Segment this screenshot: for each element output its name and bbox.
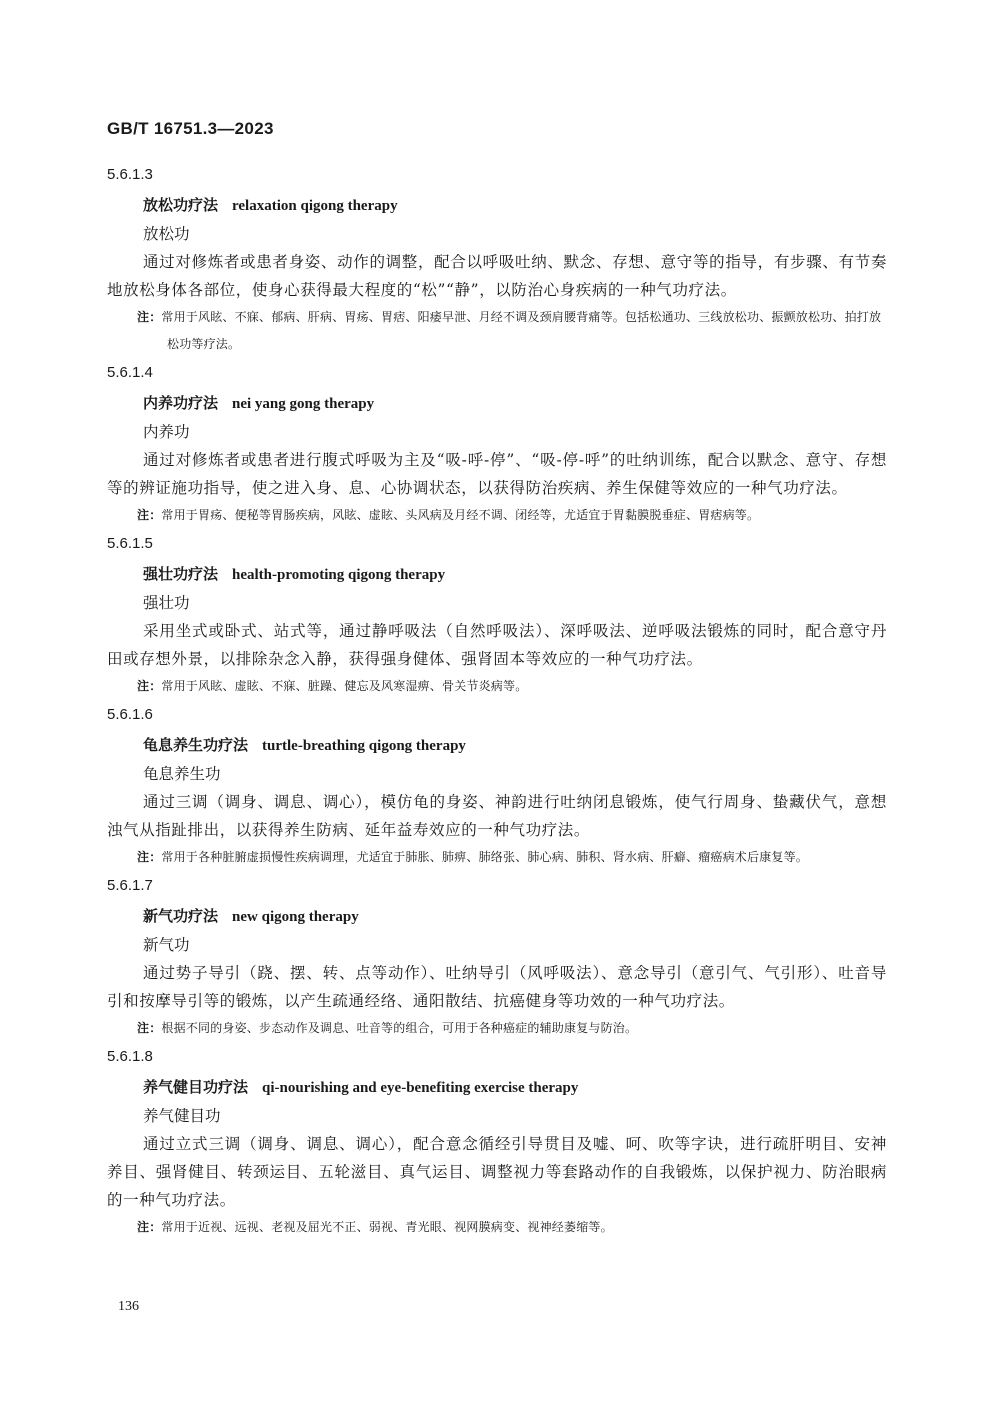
term-zh: 内养功疗法 bbox=[143, 394, 219, 412]
note-label: 注： bbox=[137, 1021, 162, 1035]
term-definition: 通过立式三调（调身、调息、调心），配合意念循经引导贯目及嘘、呵、吹等字诀，进行疏肝明目、安神养目、强肾健目、转颈运目、五轮滋目、真气运目、调整视力等套路动作的自我锻炼，以保护视力、防治眼病的一种气功疗法。 bbox=[107, 1135, 887, 1209]
term-entry bbox=[107, 358, 887, 529]
term-heading bbox=[143, 388, 887, 418]
term-heading bbox=[143, 901, 887, 931]
term-definition: 通过势子导引（跷、摆、转、点等动作）、吐纳导引（风呼吸法）、意念导引（意引气、气引形）、吐音导引和按摩导引等的锻炼，以产生疏通经络、通阳散结、抗癌健身等功效的一种气功疗法。 bbox=[107, 964, 887, 1010]
term-definition: 采用坐式或卧式、站式等，通过静呼吸法（自然呼吸法）、深呼吸法、逆呼吸法锻炼的同时，配合意守丹田或存想外景，以排除杂念入静，获得强身健体、强肾固本等效应的一种气功疗法。 bbox=[107, 622, 887, 668]
note-label: 注： bbox=[137, 679, 162, 693]
clause-number: 5.6.1.8 bbox=[107, 1048, 153, 1065]
term-heading bbox=[143, 1072, 887, 1102]
note-text: 常用于风眩、不寐、郁病、肝病、胃疡、胃痞、阳痿早泄、月经不调及颈肩腰背痛等。包括松通功、三线放松功、振颤放松功、拍打放松功等疗法。 bbox=[161, 310, 882, 351]
term-synonym: 放松功 bbox=[143, 225, 190, 243]
term-definition: 通过对修炼者或患者进行腹式呼吸为主及“吸-呼-停”、“吸-停-呼”的吐纳训练，配合以默念、意守、存想等的辨证施功指导，使之进入身、息、心协调状态，以获得防治疾病、养生保健等效应的一种气功疗法。 bbox=[107, 451, 887, 497]
clause-number: 5.6.1.7 bbox=[107, 877, 153, 894]
note-text: 常用于风眩、虚眩、不寐、脏躁、健忘及风寒湿痹、骨关节炎病等。 bbox=[161, 679, 528, 693]
note-text: 常用于各种脏腑虚损慢性疾病调理，尤适宜于肺胀、肺痹、肺络张、肺心病、肺积、肾水病、肝癖、瘤癌病术后康复等。 bbox=[161, 850, 809, 864]
term-en: turtle-breathing qigong therapy bbox=[262, 738, 466, 754]
clause-number: 5.6.1.3 bbox=[107, 166, 153, 183]
note-label: 注： bbox=[137, 850, 162, 864]
clause-number: 5.6.1.4 bbox=[107, 364, 153, 381]
term-note bbox=[137, 844, 887, 871]
term-entry bbox=[107, 160, 887, 358]
note-label: 注： bbox=[137, 310, 162, 324]
term-zh: 养气健目功疗法 bbox=[143, 1078, 249, 1096]
note-text: 常用于近视、远视、老视及屈光不正、弱视、青光眼、视网膜病变、视神经萎缩等。 bbox=[161, 1220, 613, 1234]
term-note bbox=[137, 304, 887, 358]
term-en: new qigong therapy bbox=[232, 909, 359, 925]
term-entry bbox=[107, 871, 887, 1042]
term-synonym: 龟息养生功 bbox=[143, 765, 221, 783]
term-note bbox=[137, 673, 887, 700]
term-entry bbox=[107, 700, 887, 871]
clause-number: 5.6.1.6 bbox=[107, 706, 153, 723]
note-label: 注： bbox=[137, 1220, 162, 1234]
term-entry bbox=[107, 1042, 887, 1241]
term-heading bbox=[143, 730, 887, 760]
term-heading bbox=[143, 190, 887, 220]
term-heading bbox=[143, 559, 887, 589]
term-note bbox=[137, 1214, 887, 1241]
term-definition: 通过三调（调身、调息、调心），模仿龟的身姿、神韵进行吐纳闭息锻炼，使气行周身、蛰藏伏气，意想浊气从指趾排出，以获得养生防病、延年益寿效应的一种气功疗法。 bbox=[107, 793, 887, 839]
term-note bbox=[137, 502, 887, 529]
term-en: relaxation qigong therapy bbox=[232, 198, 398, 214]
page-number: 136 bbox=[118, 1299, 139, 1314]
term-en: health-promoting qigong therapy bbox=[232, 567, 446, 583]
clause-number: 5.6.1.5 bbox=[107, 535, 153, 552]
term-en: qi-nourishing and eye-benefiting exercise therapy bbox=[262, 1080, 579, 1096]
note-text: 常用于胃疡、便秘等胃肠疾病，风眩、虚眩、头风病及月经不调、闭经等，尤适宜于胃黏膜脱垂症、胃痞病等。 bbox=[161, 508, 760, 522]
note-label: 注： bbox=[137, 508, 162, 522]
term-synonym: 强壮功 bbox=[143, 594, 190, 612]
term-synonym: 养气健目功 bbox=[143, 1107, 221, 1125]
term-note bbox=[137, 1015, 887, 1042]
standard-code-header: GB/T 16751.3—2023 bbox=[107, 119, 274, 138]
term-entry bbox=[107, 529, 887, 700]
term-zh: 强壮功疗法 bbox=[143, 565, 219, 583]
term-synonym: 新气功 bbox=[143, 936, 190, 954]
term-zh: 新气功疗法 bbox=[143, 907, 219, 925]
term-zh: 龟息养生功疗法 bbox=[143, 736, 249, 754]
term-definition: 通过对修炼者或患者身姿、动作的调整，配合以呼吸吐纳、默念、存想、意守等的指导，有步骤、有节奏地放松身体各部位，使身心获得最大程度的“松”“静”，以防治心身疾病的一种气功疗法。 bbox=[107, 253, 887, 299]
term-zh: 放松功疗法 bbox=[143, 196, 219, 214]
term-synonym: 内养功 bbox=[143, 423, 190, 441]
note-text: 根据不同的身姿、步态动作及调息、吐音等的组合，可用于各种癌症的辅助康复与防治。 bbox=[161, 1021, 638, 1035]
terms-content bbox=[107, 160, 887, 1241]
term-en: nei yang gong therapy bbox=[232, 396, 375, 412]
